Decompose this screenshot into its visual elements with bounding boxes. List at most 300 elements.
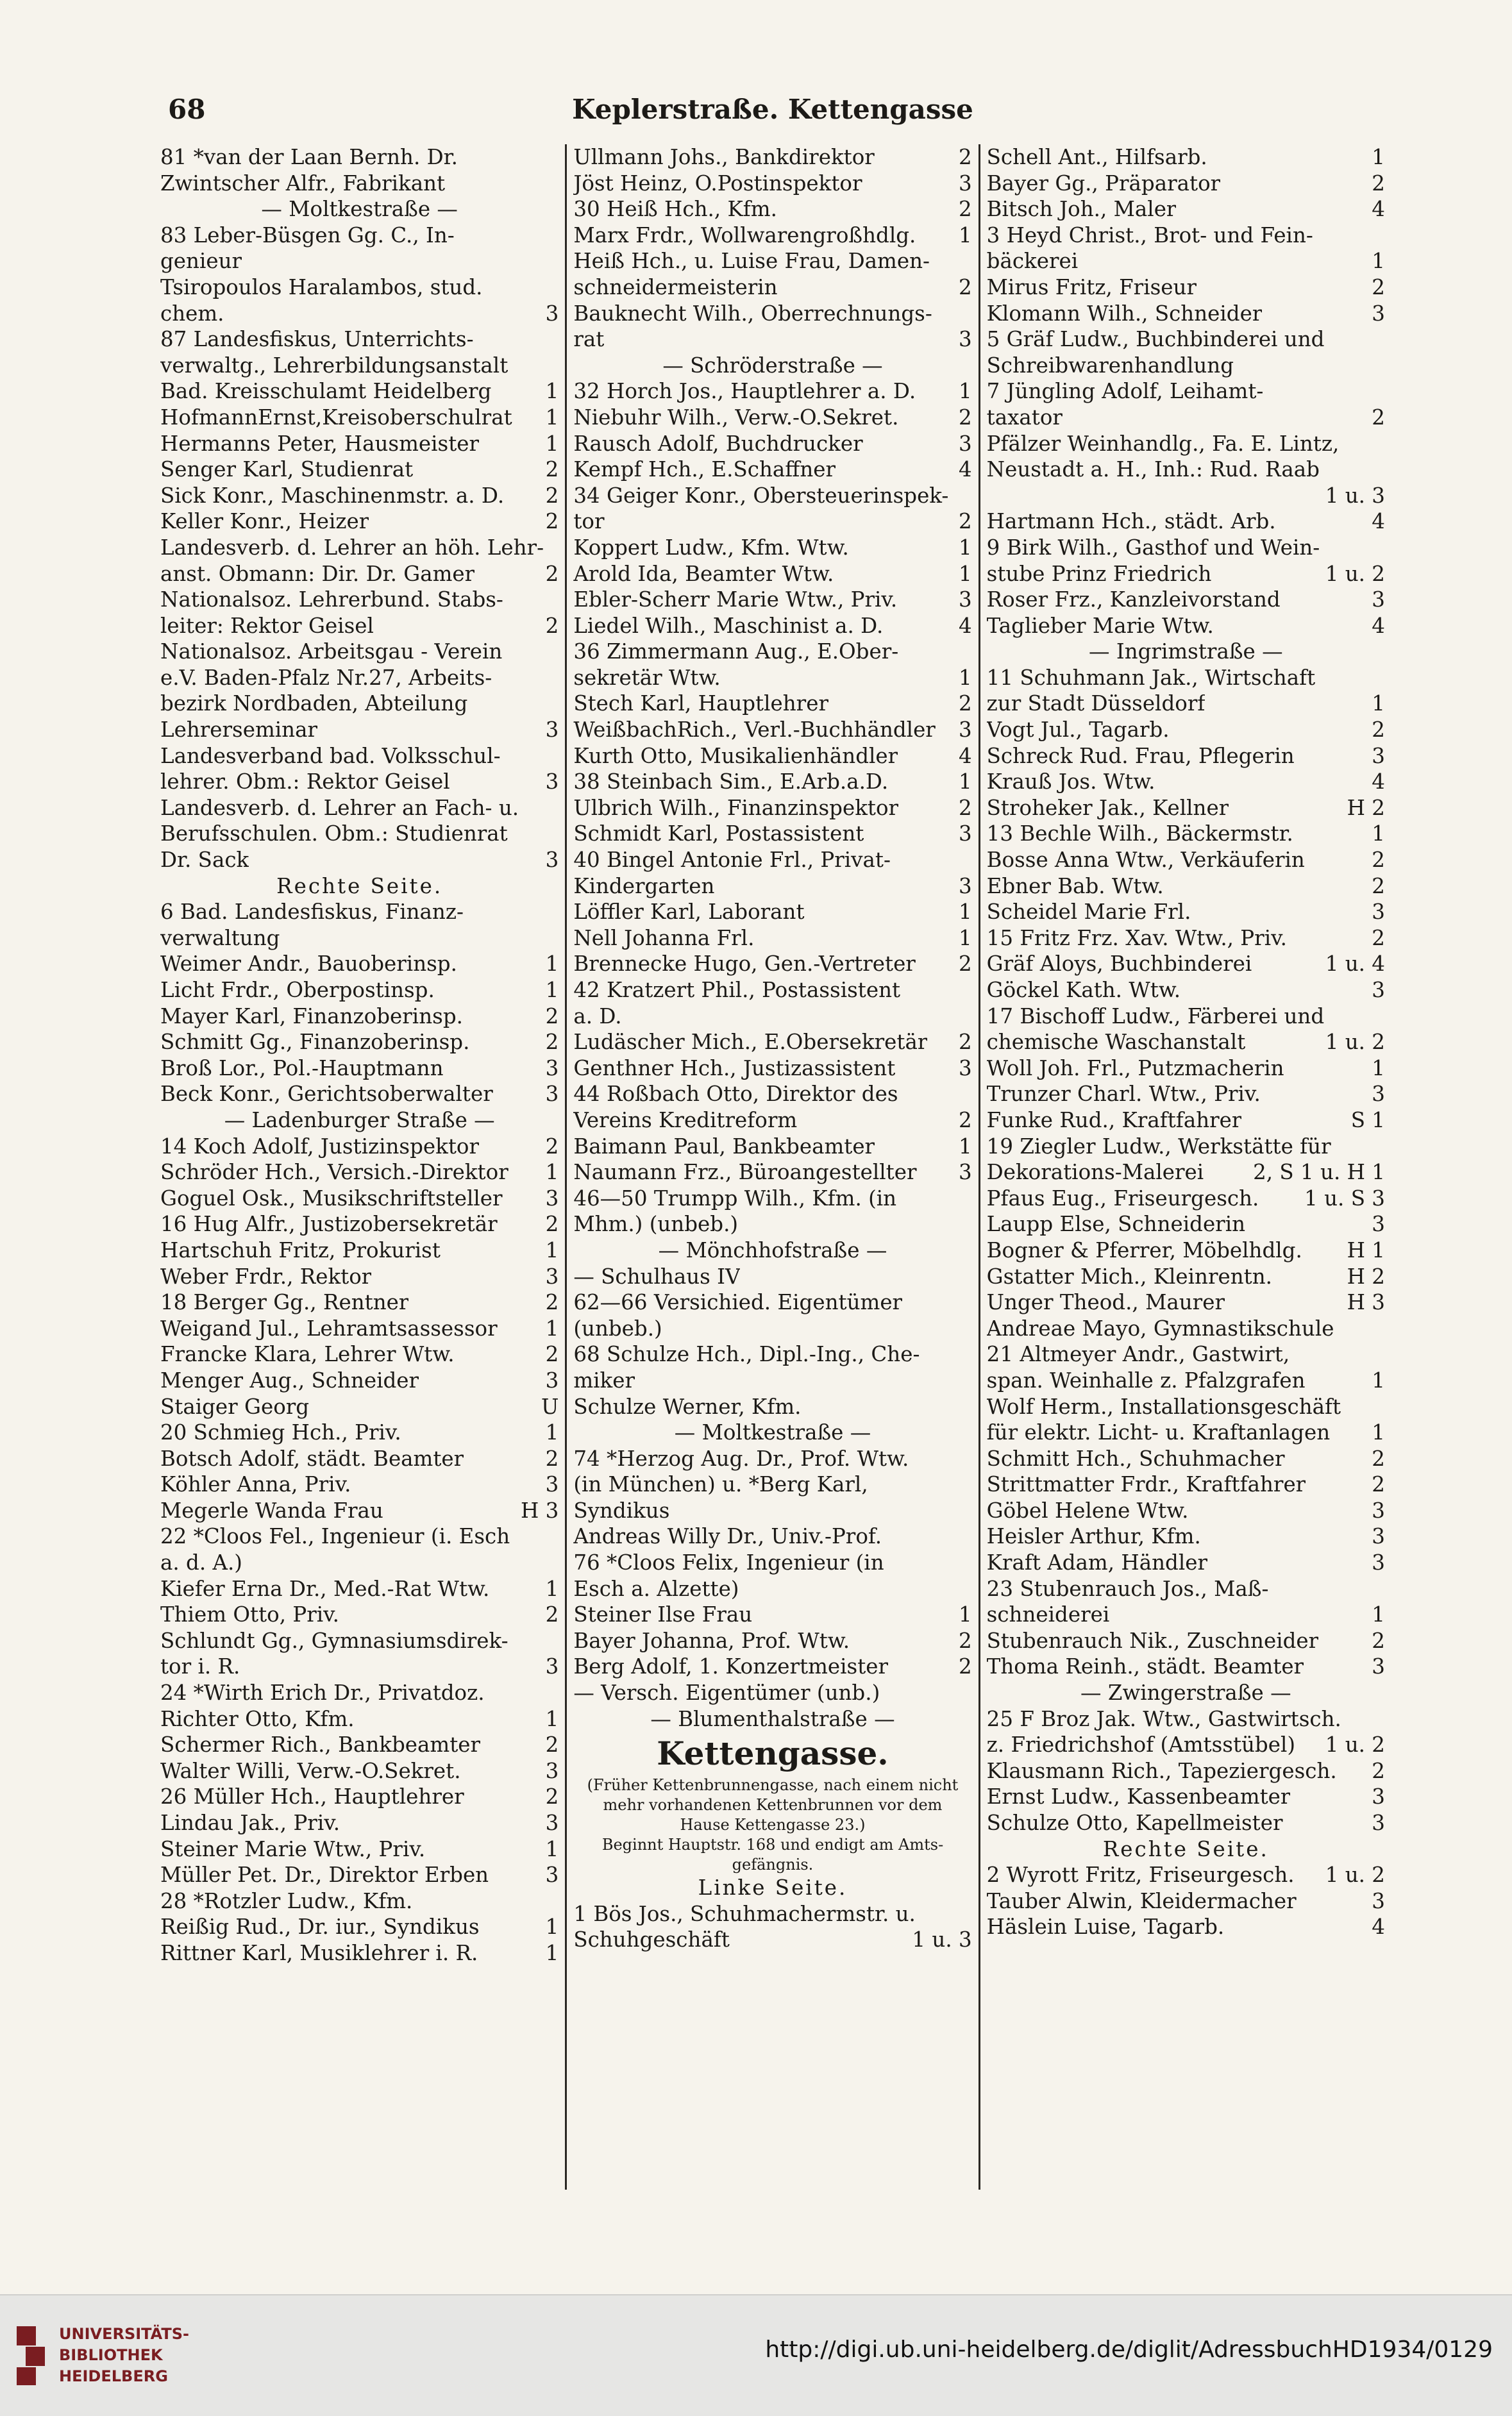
entry-text: Arold Ida, Beamter Wtw. [573, 561, 834, 586]
directory-entry [160, 977, 559, 1003]
entry-text: Megerle Wanda Frau [160, 1498, 383, 1523]
floor-number: 1 [958, 665, 972, 690]
floor-number: 2 [545, 483, 559, 508]
entry-text: 24 *Wirth Erich Dr., Privatdoz. [160, 1681, 485, 1706]
entry-text: Nationalsoz. Arbeitsgau - Verein [160, 639, 503, 664]
floor-number: 1 [545, 978, 559, 1002]
entry-text: (unbeb.) [573, 1316, 662, 1341]
directory-entry [987, 1289, 1385, 1316]
entry-text: für elektr. Licht- u. Kraftanlagen [986, 1420, 1331, 1445]
entry-text: Göckel Kath. Wtw. [986, 978, 1181, 1002]
directory-entry [573, 821, 971, 847]
entry-text: Häslein Luise, Tagarb. [986, 1915, 1225, 1940]
entry-text: — Schröderstraße — [662, 353, 883, 378]
directory-entry [573, 144, 971, 171]
floor-number: 2 [545, 561, 559, 586]
floor-number: 2 [545, 1602, 559, 1627]
entry-text: — Mönchhofstraße — [658, 1237, 887, 1263]
floor-number: 2 [545, 1342, 559, 1367]
directory-entry [160, 899, 559, 925]
directory-entry [987, 1420, 1385, 1446]
entry-text: Reißig Rud., Dr. iur., Syndikus [160, 1915, 480, 1940]
floor-number: 3 [958, 431, 972, 456]
directory-entry [987, 1341, 1385, 1368]
floor-number: 1 [958, 535, 972, 560]
entry-text: 2 Wyrott Fritz, Friseurgesch. [986, 1863, 1295, 1888]
entry-text: Köhler Anna, Priv. [160, 1472, 351, 1497]
entry-text: Niebuhr Wilh., Verw.-O.Sekret. [573, 405, 899, 430]
entry-text: Weigand Jul., Lehramtsassessor [160, 1316, 498, 1341]
page-header [154, 90, 1391, 135]
entry-text: Bayer Gg., Präparator [986, 171, 1221, 196]
entry-text: e.V. Baden-Pfalz Nr.27, Arbeits- [160, 665, 492, 690]
directory-entry [987, 1654, 1385, 1680]
entry-text: Thiem Otto, Priv. [160, 1602, 340, 1627]
floor-number: 1 u. S 3 [1304, 1186, 1385, 1211]
floor-number: 1 [1372, 691, 1385, 716]
floor-number: 2 [958, 405, 972, 430]
entry-text: Laupp Else, Schneiderin [986, 1212, 1246, 1237]
directory-entry [573, 483, 971, 509]
directory-entry [987, 1472, 1385, 1498]
library-name-line: HEIDELBERG [59, 2367, 168, 2385]
directory-entry [573, 457, 971, 483]
floor-number: 2 [1372, 1628, 1385, 1653]
directory-entry [160, 847, 559, 873]
entry-text: Nationalsoz. Lehrerbund. Stabs- [160, 587, 503, 612]
entry-text: 83 Leber-Büsgen Gg. C., In- [160, 222, 455, 247]
floor-number: 2 [1372, 405, 1385, 430]
entry-text: Landesverb. d. Lehrer an Fach- u. [160, 795, 519, 820]
entry-text: 81 *van der Laan Bernh. Dr. [160, 145, 458, 169]
library-name [59, 2324, 189, 2387]
directory-entry [160, 1394, 559, 1420]
floor-number: 3 [1372, 301, 1385, 326]
entry-text: anst. Obmann: Dir. Dr. Gamer [160, 561, 475, 586]
entry-text: Göbel Helene Wtw. [986, 1498, 1189, 1523]
entry-text: Linke Seite. [698, 1875, 848, 1900]
street-heading [987, 639, 1385, 665]
floor-number: 4 [958, 743, 972, 768]
directory-entry [160, 431, 559, 457]
entry-text: Nell Johanna Frl. [573, 925, 755, 950]
entry-text: 19 Ziegler Ludw., Werkstätte für [986, 1134, 1331, 1159]
floor-number: S 1 [1350, 1107, 1385, 1132]
directory-entry [987, 795, 1385, 821]
entry-text: Pfaus Eug., Friseurgesch. [986, 1186, 1259, 1211]
directory-entry [987, 1576, 1385, 1602]
entry-text: 25 F Broz Jak. Wtw., Gastwirtsch. [986, 1706, 1341, 1731]
entry-text: Ulbrich Wilh., Finanzinspektor [573, 795, 899, 820]
directory-entry [987, 1186, 1385, 1212]
entry-text: 14 Koch Adolf, Justizinspektor [160, 1134, 480, 1159]
directory-entry [987, 1914, 1385, 1940]
floor-number: 1 [545, 1836, 559, 1861]
directory-entry [573, 1927, 971, 1953]
entry-text: 42 Kratzert Phil., Postassistent [573, 978, 901, 1002]
entry-text: Klausmann Rich., Tapeziergesch. [986, 1758, 1337, 1783]
floor-number: 3 [1372, 1082, 1385, 1107]
entry-text: leiter: Rektor Geisel [160, 613, 374, 638]
directory-entry [987, 378, 1385, 405]
floor-number: 3 [1372, 978, 1385, 1002]
entry-text: Hause Kettengasse 23.) [680, 1816, 866, 1834]
directory-entry [160, 1029, 559, 1055]
directory-entry [160, 1134, 559, 1160]
directory-entry [987, 1550, 1385, 1576]
entry-text: — Ladenburger Straße — [224, 1107, 495, 1132]
entry-text: Strittmatter Frdr., Kraftfahrer [986, 1472, 1306, 1497]
floor-number: 2 [545, 457, 559, 482]
entry-text: 15 Fritz Frz. Xav. Wtw., Priv. [986, 925, 1287, 950]
entry-text: Müller Pet. Dr., Direktor Erben [160, 1863, 489, 1888]
directory-entry [987, 1081, 1385, 1107]
directory-entry [987, 613, 1385, 639]
directory-entry [987, 821, 1385, 847]
directory-entry [160, 1602, 559, 1628]
floor-number: 2 [958, 145, 972, 169]
directory-entry [160, 925, 559, 952]
directory-entry [160, 1862, 559, 1888]
directory-entry [987, 1316, 1385, 1342]
directory-entry [987, 665, 1385, 691]
directory-entry [987, 1237, 1385, 1264]
entry-text: Lindau Jak., Priv. [160, 1811, 340, 1835]
floor-number: 2 [545, 613, 559, 638]
entry-text: Schell Ant., Hilfsarb. [986, 145, 1207, 169]
directory-entry [573, 1341, 971, 1368]
floor-number: 3 [545, 1863, 559, 1888]
floor-number: 2 [545, 1446, 559, 1471]
entry-text: 28 *Rotzler Ludw., Kfm. [160, 1888, 413, 1913]
directory-entry [160, 1498, 559, 1524]
directory-entry [573, 561, 971, 587]
entry-text: Mhm.) (unbeb.) [573, 1212, 739, 1237]
entry-text: a. D. [573, 1003, 622, 1028]
directory-entry [160, 1420, 559, 1446]
directory-entry [987, 1159, 1385, 1186]
entry-text: 32 Horch Jos., Hauptlehrer a. D. [573, 379, 916, 404]
floor-number: 3 [1372, 1498, 1385, 1523]
street-heading [160, 196, 559, 222]
directory-entry [160, 1289, 559, 1316]
floor-number: 3 [545, 1082, 559, 1107]
floor-number: 4 [1372, 1915, 1385, 1940]
entry-text: Bauknecht Wilh., Oberrechnungs- [573, 301, 932, 326]
entry-text: Woll Joh. Frl., Putzmacherin [986, 1055, 1284, 1080]
directory-entry [160, 1550, 559, 1576]
directory-entry [573, 326, 971, 353]
entry-text: Liedel Wilh., Maschinist a. D. [573, 613, 884, 638]
entry-text: Koppert Ludw., Kfm. Wtw. [573, 535, 849, 560]
directory-entry [160, 1810, 559, 1836]
directory-entry [160, 1706, 559, 1732]
entry-text: 7 Jüngling Adolf, Leihamt- [986, 379, 1264, 404]
directory-entry [573, 1901, 971, 1927]
entry-text: 21 Altmeyer Andr., Gastwirt, [986, 1342, 1290, 1367]
directory-entry [573, 248, 971, 274]
directory-entry [573, 691, 971, 717]
entry-text: 22 *Cloos Fel., Ingenieur (i. Esch [160, 1524, 510, 1549]
entry-text: Ullmann Johs., Bankdirektor [573, 145, 875, 169]
directory-entry [160, 795, 559, 821]
directory-entry [160, 457, 559, 483]
directory-entry [987, 196, 1385, 222]
floor-number: 2 [545, 1134, 559, 1159]
directory-entry [573, 1394, 971, 1420]
directory-entry [573, 717, 971, 743]
entry-text: Rechte Seite. [276, 873, 443, 898]
directory-entry [573, 925, 971, 952]
directory-entry [160, 1654, 559, 1680]
directory-entry [987, 1368, 1385, 1394]
entry-text: zur Stadt Düsseldorf [986, 691, 1205, 716]
directory-entry [573, 1159, 971, 1186]
directory-entry [160, 587, 559, 613]
entry-text: mehr vorhandenen Kettenbrunnen vor dem [603, 1796, 943, 1815]
floor-number: 3 [958, 1055, 972, 1080]
directory-entry [160, 665, 559, 691]
directory-entry [160, 248, 559, 274]
floor-number: 4 [1372, 509, 1385, 534]
directory-entry [160, 1186, 559, 1212]
entry-text: Stroheker Jak., Kellner [986, 795, 1229, 820]
entry-text: 23 Stubenrauch Jos., Maß- [986, 1576, 1269, 1601]
entry-text: 68 Schulze Hch., Dipl.-Ing., Che- [573, 1342, 920, 1367]
directory-entry [573, 1628, 971, 1654]
floor-number: 1 [545, 1706, 559, 1731]
directory-entry [573, 613, 971, 639]
floor-number: 1 [545, 1576, 559, 1601]
entry-text: Goguel Osk., Musikschriftsteller [160, 1186, 503, 1211]
directory-entry [573, 1107, 971, 1134]
directory-entry [160, 274, 559, 301]
entry-text: Berufsschulen. Obm.: Studienrat [160, 821, 508, 846]
floor-number: 2 [1372, 1758, 1385, 1783]
directory-column-3 [979, 144, 1391, 2190]
directory-entry [573, 1316, 971, 1342]
entry-text: sekretär Wtw. [573, 665, 721, 690]
floor-number: 2 [1372, 274, 1385, 299]
directory-entry [987, 1810, 1385, 1836]
directory-entry [160, 717, 559, 743]
floor-number: 2 [1372, 171, 1385, 196]
entry-text: Tsiropoulos Haralambos, stud. [160, 274, 483, 299]
entry-text: verwaltg., Lehrerbildungsanstalt [160, 353, 508, 378]
directory-entry [573, 1211, 971, 1237]
entry-text: Funke Rud., Kraftfahrer [986, 1107, 1242, 1132]
floor-number: 1 [1372, 249, 1385, 274]
entry-text: 18 Berger Gg., Rentner [160, 1290, 409, 1315]
floor-number: 2 [545, 509, 559, 534]
directory-entry [160, 508, 559, 535]
entry-text: Botsch Adolf, städt. Beamter [160, 1446, 464, 1471]
directory-entry [573, 847, 971, 873]
entry-text: 11 Schuhmann Jak., Wirtschaft [986, 665, 1316, 690]
floor-number: 3 [545, 301, 559, 326]
entry-text: HofmannErnst,Kreisoberschulrat [160, 405, 512, 430]
directory-entry [987, 1784, 1385, 1810]
directory-entry [573, 743, 971, 769]
entry-text: Francke Klara, Lehrer Wtw. [160, 1342, 455, 1367]
entry-text: Zwintscher Alfr., Fabrikant [160, 171, 446, 196]
entry-text: WeißbachRich., Verl.-Buchhändler [573, 717, 936, 742]
floor-number: 2 [545, 1784, 559, 1809]
floor-number: 1 u. 3 [1325, 483, 1385, 508]
floor-number: 2 [958, 1654, 972, 1679]
directory-entry [987, 1055, 1385, 1082]
directory-entry [987, 248, 1385, 274]
entry-text: stube Prinz Friedrich [986, 561, 1212, 586]
entry-text: Schreibwarenhandlung [986, 353, 1234, 378]
directory-entry [987, 301, 1385, 327]
floor-number: 1 [958, 900, 972, 925]
entry-text: verwaltung [160, 925, 280, 950]
directory-entry [573, 1003, 971, 1030]
directory-entry [160, 1758, 559, 1784]
entry-text: Baimann Paul, Bankbeamter [573, 1134, 875, 1159]
directory-entry [573, 431, 971, 457]
floor-number: 3 [958, 171, 972, 196]
floor-number: H 3 [1347, 1290, 1385, 1315]
directory-entry [987, 1498, 1385, 1524]
entry-text: Schlundt Gg., Gymnasiumsdirek- [160, 1628, 508, 1653]
entry-text: 30 Heiß Hch., Kfm. [573, 197, 777, 222]
directory-entry [160, 561, 559, 587]
directory-entry [160, 1368, 559, 1394]
entry-text: z. Friedrichshof (Amtsstübel) [986, 1732, 1296, 1757]
entry-text: tor i. R. [160, 1654, 240, 1679]
entry-text: Löffler Karl, Laborant [573, 900, 805, 925]
entry-text: Heisler Arthur, Kfm. [986, 1524, 1201, 1549]
entry-text: Brennecke Hugo, Gen.-Vertreter [573, 952, 916, 977]
floor-number: 3 [1372, 743, 1385, 768]
entry-text: chemische Waschanstalt [986, 1030, 1246, 1055]
street-heading [573, 1420, 971, 1446]
directory-entry [987, 1134, 1385, 1160]
floor-number: 3 [545, 1368, 559, 1393]
entry-text: Landesverb. d. Lehrer an höh. Lehr- [160, 535, 544, 560]
directory-entry [987, 899, 1385, 925]
entry-text: — Blumenthalstraße — [650, 1706, 895, 1731]
entry-text: Mayer Karl, Finanzoberinsp. [160, 1003, 463, 1028]
entry-text: Pfälzer Weinhandlg., Fa. E. Lintz, [986, 431, 1340, 456]
entry-text: Walter Willi, Verw.-O.Sekret. [160, 1758, 461, 1783]
entry-text: Licht Frdr., Oberpostinsp. [160, 978, 435, 1002]
directory-entry [573, 196, 971, 222]
entry-text: — Moltkestraße — [674, 1420, 871, 1445]
entry-text: Schröder Hch., Versich.-Direktor [160, 1160, 508, 1185]
directory-entry [160, 1628, 559, 1654]
floor-number: 1 u. 2 [1325, 1863, 1385, 1888]
directory-entry [160, 1680, 559, 1706]
directory-entry [987, 1602, 1385, 1628]
entry-text: 9 Birk Wilh., Gasthof und Wein- [986, 535, 1320, 560]
floor-number: 1 [545, 952, 559, 977]
directory-entry [160, 483, 559, 509]
floor-number: H 1 [1347, 1237, 1385, 1263]
floor-number: 1 u. 2 [1325, 1732, 1385, 1757]
entry-text: Landesverband bad. Volksschul- [160, 743, 501, 768]
entry-text: Kiefer Erna Dr., Med.-Rat Wtw. [160, 1576, 490, 1601]
directory-entry [160, 691, 559, 717]
directory-entry [160, 1159, 559, 1186]
entry-text: Schulze Otto, Kapellmeister [986, 1811, 1283, 1835]
directory-entry [987, 977, 1385, 1003]
entry-text: schneiderei [986, 1602, 1110, 1627]
entry-text: Berg Adolf, 1. Konzertmeister [573, 1654, 889, 1679]
entry-text: Schuhgeschäft [573, 1927, 730, 1952]
floor-number: 1 [545, 379, 559, 404]
floor-number: 2 [958, 1030, 972, 1055]
directory-entry [987, 1523, 1385, 1550]
floor-number: 1 u. 2 [1325, 561, 1385, 586]
floor-number: 3 [1372, 587, 1385, 612]
directory-entry [160, 144, 559, 171]
floor-number: 2 [958, 952, 972, 977]
directory-entry [160, 1081, 559, 1107]
floor-number: 1 [1372, 1602, 1385, 1627]
directory-entry [987, 483, 1385, 509]
entry-text: Bad. Kreisschulamt Heidelberg [160, 379, 492, 404]
entry-text: (in München) u. *Berg Karl, [573, 1472, 868, 1497]
directory-entry [573, 1029, 971, 1055]
floor-number: 1 [1372, 1055, 1385, 1080]
directory-column-1 [154, 144, 565, 2190]
floor-number: 2 [545, 1732, 559, 1757]
directory-entry [573, 587, 971, 613]
floor-number: 4 [1372, 769, 1385, 794]
library-name-line: BIBLIOTHEK [59, 2346, 163, 2364]
entry-text: Schmidt Karl, Postassistent [573, 821, 864, 846]
floor-number: 4 [1372, 613, 1385, 638]
entry-text: 6 Bad. Landesfiskus, Finanz- [160, 900, 464, 925]
directory-entry [987, 1446, 1385, 1472]
permalink-url[interactable]: http://digi.ub.uni-heidelberg.de/diglit/AdressbuchHD1934/0129 [765, 2336, 1493, 2363]
entry-text: 62—66 Versichied. Eigentümer [573, 1290, 903, 1315]
entry-text: Kettengasse. [657, 1734, 889, 1773]
directory-entry [573, 1081, 971, 1107]
entry-text: 38 Steinbach Sim., E.Arb.a.D. [573, 769, 889, 794]
directory-entry [160, 1836, 559, 1863]
entry-text: 40 Bingel Antonie Frl., Privat- [573, 848, 891, 873]
directory-entry [573, 405, 971, 431]
entry-text: Ebner Bab. Wtw. [986, 873, 1164, 898]
floor-number: 3 [545, 848, 559, 873]
floor-number: 1 u. 4 [1325, 952, 1385, 977]
directory-entry [987, 171, 1385, 197]
floor-number: 3 [958, 587, 972, 612]
directory-entry [160, 639, 559, 665]
directory-entry [987, 535, 1385, 561]
entry-text: Ernst Ludw., Kassenbeamter [986, 1784, 1291, 1809]
directory-entry [160, 378, 559, 405]
entry-text: Bayer Johanna, Prof. Wtw. [573, 1628, 850, 1653]
floor-number: 1 [545, 1420, 559, 1445]
entry-text: Lehrerseminar [160, 717, 318, 742]
directory-entry [573, 769, 971, 795]
entry-text: Kindergarten [573, 873, 715, 898]
entry-text: Gstatter Mich., Kleinrentn. [986, 1264, 1273, 1289]
entry-text: bäckerei [986, 249, 1079, 274]
floor-number: 1 [958, 769, 972, 794]
directory-entry [573, 535, 971, 561]
floor-number: 3 [1372, 900, 1385, 925]
directory-entry [160, 301, 559, 327]
directory-entry [573, 508, 971, 535]
entry-text: — Zwingerstraße — [1080, 1681, 1291, 1706]
library-name-line: UNIVERSITÄTS- [59, 2325, 190, 2343]
